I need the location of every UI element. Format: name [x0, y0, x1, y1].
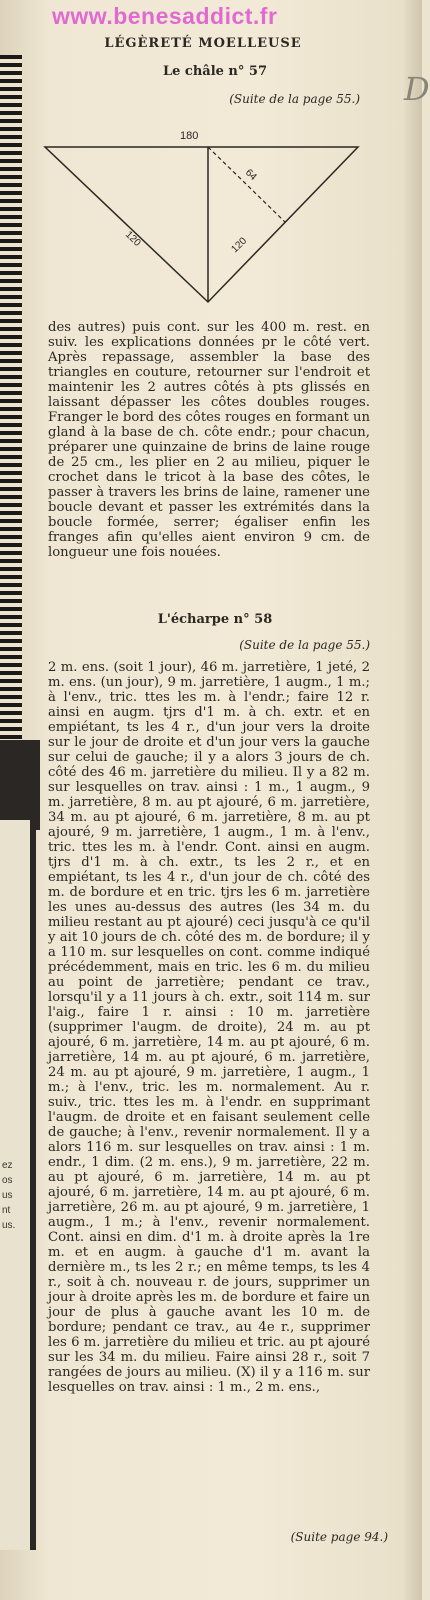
label-left: 120: [122, 229, 143, 249]
scarf-instructions: 2 m. ens. (soit 1 jour), 46 m. jarretière, 1 jeté, 2 m. ens. (un jour), 9 m. jarretière, 1 augm., 1 m.; à l'env., tric. ttes les m. à l'endr.; faire 12 r. ainsi en augm. tjrs d'1 m. à ch. extr. et en empiétant, ts les 4 r., d'un jour vers la droite sur le jour de droite et d'un jour vers la gauche sur celui de gauche; il y a alors 3 jours de ch. côté des 46 m. jarretière du milieu. Il y a 82 m. sur lesquelles on trav. ainsi : 1 m., 1 augm., 9 m. jarretière, 8 m. au pt ajouré, 6 m. jarretière, 34 m. au pt ajouré, 6 m. jarretière, 8 m. au pt ajouré, 9 m. jarretière, 1 augm., 1 m. à l'env., tric. ttes les m. à l'endr. Cont. ainsi en augm. tjrs d'1 m. à ch. extr., ts les 2 r., et en empiétant, ts les 4 r., d'un jour de ch. côté des m. de bordure et en tric. tjrs les 6 m. jarretière les unes au-dessus des autres (les 34 m. du milieu restant au pt ajouré) ceci jusqu'à ce qu'il y ait 10 jours de ch. côté des m. de bordure; il y a 110 m. sur lesquelles on cont. comme indiqué précédemment, mais en tric. les 6 m. du milieu au point de jarretière; pendant ce trav., lorsqu'il y a 11 jours à ch. extr., soit 114 m. sur l'aig., faire 1 r. ainsi : 10 m. jarretière (supprimer l'augm. de droite), 24 m. au pt ajouré, 6 m. jarretière, 14 m. au pt ajouré, 6 m. jarretière, 14 m. au pt ajouré, 6 m. jarretière, 24 m. au pt ajouré, 9 m. jarretière, 1 augm., 1 m.; à l'env., tric. les m. normalement. Au r. suiv., tric. ttes les m. à l'endr. en supprimant l'augm. de droite et en faisant seulement celle de gauche; à l'env., revenir normalement. Il y a alors 116 m. sur lesquelles on trav. ainsi : 1 m. endr., 1 dim. (2 m. ens.), 9 m. jarretière, 22 m. au pt ajouré, 6 m. jarretière, 14 m. au pt ajouré, 6 m. jarretière, 14 m. au pt ajouré, 6 m. jarretière, 26 m. au pt ajouré, 9 m. jarretière, 1 augm., 1 m.; à l'env., revenir normalement. Cont. ainsi en dim. d'1 m. à droite après la 1re m. et en augm. à gauche d'1 m. avant la dernière m., ts les 2 r.; en même temps, ts les 4 r., soit à ch. nouveau r. de jours, supprimer un jour à droite après les m. de bordure et faire un jour de plus à gauche avant les 10 m. de bordure; pendant ce trav., au 4e r., supprimer les 6 m. jarretière du milieu et tric. au pt ajouré sur les 34 m. du milieu. Faire ainsi 28 r., soit 7 rangées de jours au milieu. (X) il y a 116 m. sur lesquelles on trav. ainsi : 1 m., 2 m. ens.,: [48, 660, 370, 1395]
adjacent-page-strip: [0, 820, 36, 1550]
label-slant: 64: [242, 167, 259, 183]
label-right-inner: 120: [229, 235, 250, 256]
label-top: 180: [180, 130, 199, 142]
scarf-heading: L'écharpe n° 58: [157, 612, 273, 627]
margin-fragment: nt: [2, 1205, 11, 1216]
shawl-continued-note: (Suite de la page 55.): [229, 92, 360, 106]
margin-fragment: us: [2, 1190, 13, 1201]
striped-border-decoration: [0, 55, 22, 815]
diagonal-dashed-line: [208, 147, 285, 222]
section-title: LÉGÈRETÉ MOELLEUSE: [104, 36, 302, 51]
margin-fragment: ez: [2, 1160, 13, 1171]
margin-fragment: os: [2, 1175, 13, 1186]
triangle-outline: [45, 147, 358, 302]
margin-fragment: us.: [2, 1220, 16, 1231]
watermark: www.benesaddict.fr: [52, 3, 278, 29]
adjacent-page-dark-block: [0, 740, 40, 830]
shawl-heading: Le châle n° 57: [162, 64, 268, 79]
continued-on-page-note: (Suite page 94.): [290, 1530, 388, 1544]
shawl-triangle-diagram: [40, 125, 365, 310]
shawl-instructions: des autres) puis cont. sur les 400 m. rest. en suiv. les explications données pr le côté vert. Après repassage, assembler la base des triangles en couture, retourner sur l'endroit et maintenir les 2 autres côtés à pts glissés en laissant dépasser les côtes doubles rouges. Franger le bord des côtes rouges en formant un gland à la base de ch. côte endr.; pour chacun, préparer une quinzaine de brins de laine rouge de 25 cm., les plier en 2 au milieu, piquer le crochet dans le tricot à la base des côtes, le passer à travers les brins de laine, ramener une boucle devant et passer les extrémités dans la boucle formée, serrer; égaliser enfin les franges afin qu'elles aient environ 9 cm. de longueur une fois nouées.: [48, 320, 370, 560]
right-page-edge: [404, 0, 430, 1600]
scarf-continued-note: (Suite de la page 55.): [239, 638, 370, 652]
right-edge-letter: D: [404, 70, 430, 108]
